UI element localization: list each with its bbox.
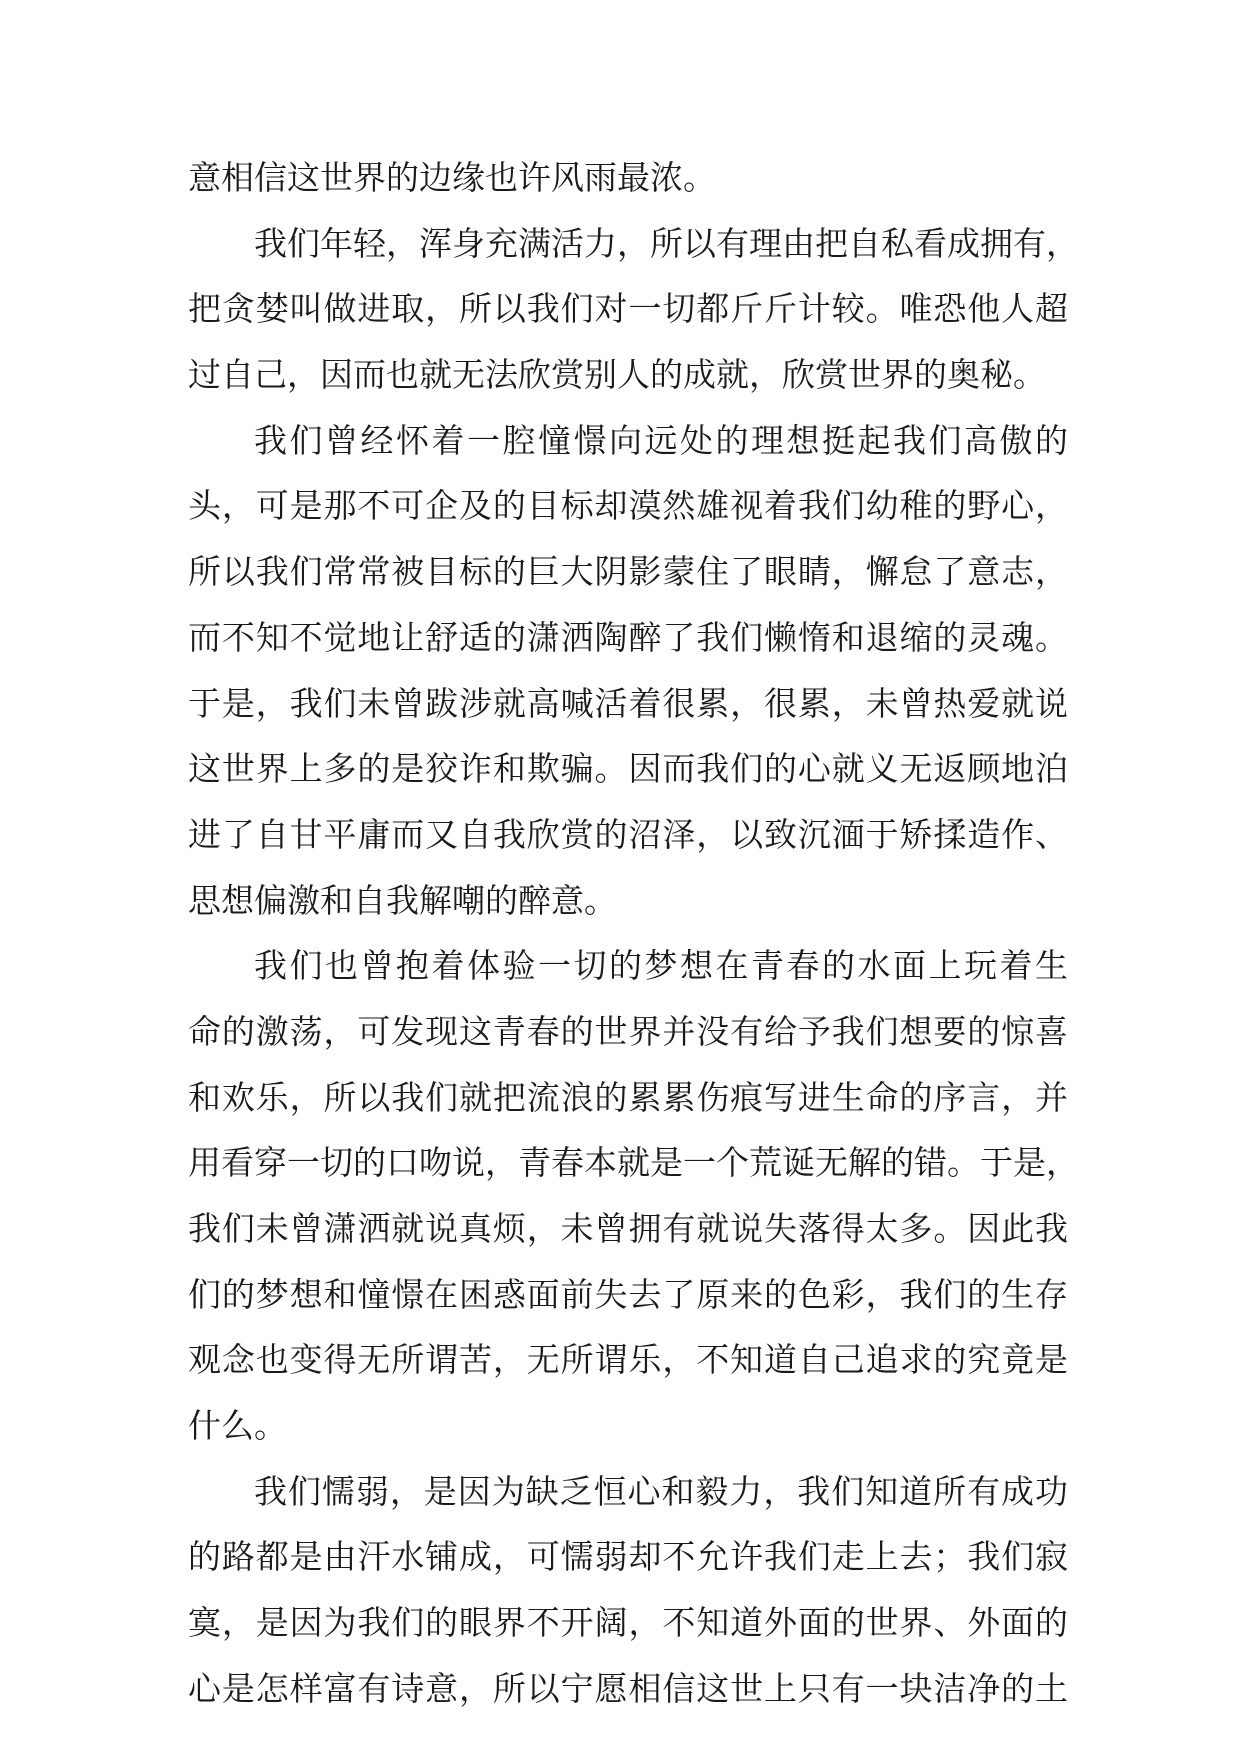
- document-page: [188, 145, 1079, 1722]
- text-line: 们的梦想和憧憬在困惑面前失去了原来的色彩，我们的生存: [188, 1274, 1068, 1314]
- text-line: 意相信这世界的边缘也许风雨最浓。: [188, 158, 716, 197]
- text-line: 命的激荡，可发现这青春的世界并没有给予我们想要的惊喜: [188, 1011, 1068, 1051]
- text-line: 于是，我们未曾跋涉就高喊活着很累，很累，未曾热爱就说: [188, 683, 1068, 723]
- text-line: 心是怎样富有诗意，所以宁愿相信这世上只有一块洁净的土: [188, 1668, 1068, 1708]
- text-line: 头，可是那不可企及的目标却漠然雄视着我们幼稚的野心，: [188, 486, 1068, 526]
- text-line: 和欢乐，所以我们就把流浪的累累伤痕写进生命的序言，并: [188, 1077, 1068, 1117]
- text-line: 观念也变得无所谓苦，无所谓乐，不知道自己追求的究竟是: [188, 1340, 1068, 1380]
- text-line: 思想偏激和自我解嘲的醉意。: [188, 880, 617, 920]
- text-line: 把贪婪叫做进取，所以我们对一切都斤斤计较。唯恐他人超: [188, 289, 1068, 329]
- text-line: 而不知不觉地让舒适的潇洒陶醉了我们懒惰和退缩的灵魂。: [188, 617, 1068, 657]
- text-line: 寞，是因为我们的眼界不开阔，不知道外面的世界、外面的: [188, 1603, 1068, 1643]
- text-line: 所以我们常常被目标的巨大阴影蒙住了眼睛，懈怠了意志，: [188, 552, 1068, 592]
- text-line: 过自己，因而也就无法欣赏别人的成就，欣赏世界的奥秘。: [188, 355, 1046, 395]
- text-line: 我们未曾潇洒就说真烦，未曾拥有就说失落得太多。因此我: [188, 1209, 1068, 1248]
- text-line: 用看穿一切的口吻说，青春本就是一个荒诞无解的错。于是，: [188, 1143, 1079, 1183]
- text-line: 什么。: [188, 1406, 287, 1446]
- paragraph-first-line: 我们也曾抱着体验一切的梦想在青春的水面上玩着生: [254, 946, 1068, 986]
- paragraph-first-line: 我们曾经怀着一腔憧憬向远处的理想挺起我们高傲的: [254, 420, 1068, 460]
- text-line: 进了自甘平庸而又自我欣赏的沼泽，以致沉湎于矫揉造作、: [188, 814, 1068, 854]
- paragraph-first-line: 我们年轻，浑身充满活力，所以有理由把自私看成拥有，: [254, 223, 1079, 263]
- text-line: 这世界上多的是狡诈和欺骗。因而我们的心就义无返顾地泊: [188, 749, 1068, 789]
- paragraph-first-line: 我们懦弱，是因为缺乏恒心和毅力，我们知道所有成功: [254, 1471, 1068, 1511]
- text-line: 的路都是由汗水铺成，可懦弱却不允许我们走上去；我们寂: [188, 1537, 1068, 1577]
